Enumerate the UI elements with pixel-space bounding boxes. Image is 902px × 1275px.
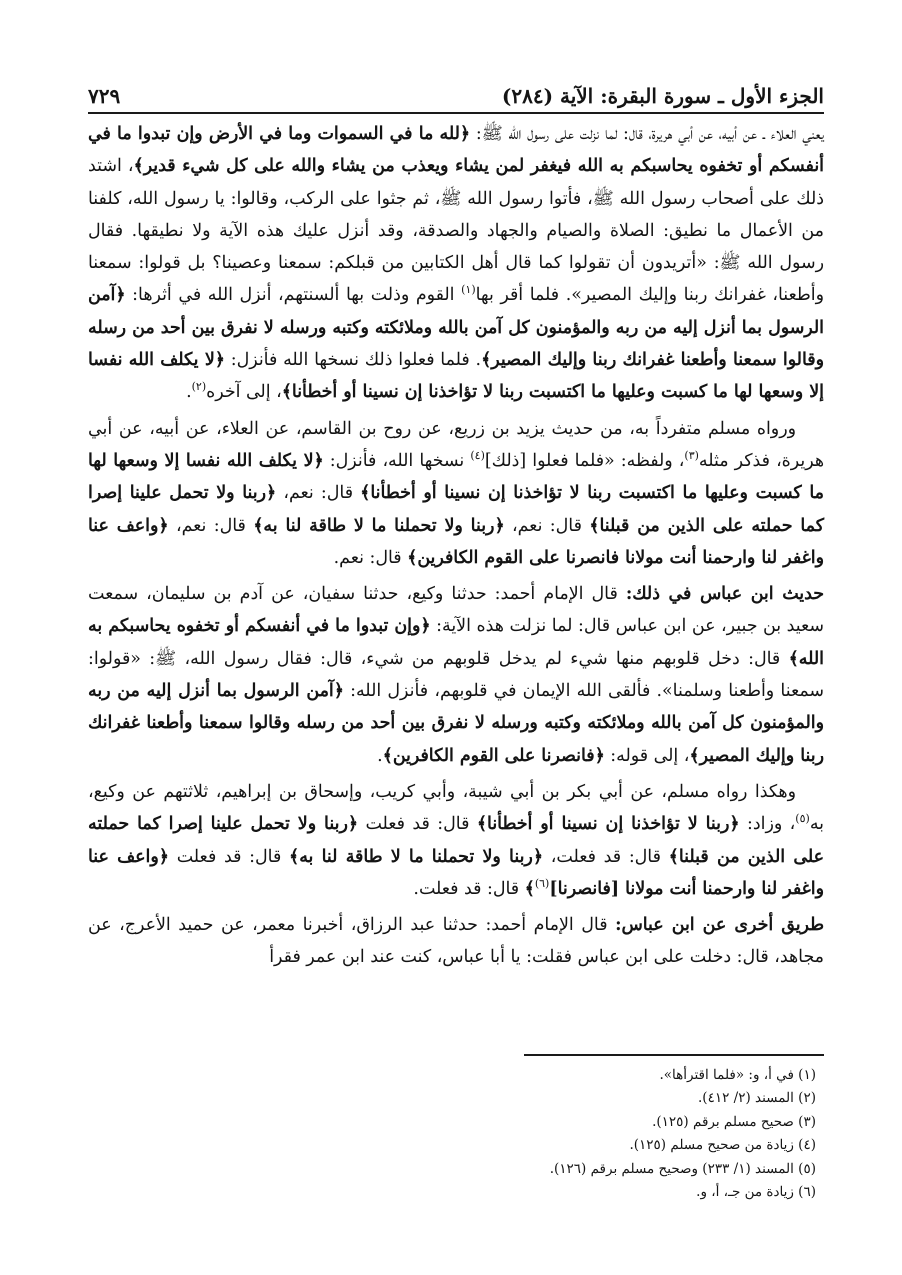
text-run: ، ولفظه: «فلما فعلوا [ذلك] (484, 450, 685, 471)
quran-verse: ﴿آمن الرسول بما أنزل إليه من ربه والمؤمنون كل آمن بالله وملائكته وكتبه ورسله لا نفرق بين أحد من رسله وقالوا سمعنا وأطعنا غفرانك ربنا وإليك المصير﴾ (88, 681, 824, 766)
text-run: . فلما فعلوا ذلك نسخها الله فأنزل: (224, 350, 482, 371)
footnote-4: (٤) زيادة من صحيح مسلم (١٢٥). (629, 1137, 816, 1154)
text-run: يعني العلاء ـ عن أبيه، عن أبي هريرة، قال: لما نزلت على رسول الله ﷺ: (470, 124, 824, 144)
section-heading: طريق أخرى عن ابن عباس: (615, 915, 824, 936)
text-run: قال: نعم، (168, 515, 254, 536)
paragraph-2 (88, 413, 824, 574)
text-run: قال: قد فعلت (168, 846, 289, 867)
quran-verse-close: ﴾ (524, 878, 535, 899)
text-run: قال: قد فعلت (358, 814, 477, 835)
footnote-marker: (٣) (684, 449, 699, 463)
quran-verse: ﴿ربنا ولا تحملنا ما لا طاقة لنا به﴾ (253, 515, 505, 536)
quran-verse: ﴿آمن الرسول بما أنزل إليه من ربه والمؤمنون كل آمن بالله وملائكته وكتبه ورسله لا نفرق بين أحد من رسله وقالوا سمعنا وأطعنا غفرانك ربنا وإليك المصير﴾ (88, 285, 824, 371)
quran-verse: ﴿لا يكلف الله نفسا إلا وسعها لها ما كسبت وعليها ما اكتسبت ربنا لا تؤاخذنا إن نسينا أو أخطأنا﴾ (88, 450, 824, 504)
quran-verse: ﴿ربنا ولا تحملنا ما لا طاقة لنا به﴾ (289, 846, 544, 867)
text-run: ورواه مسلم متفرداً به، من حديث يزيد بن زريع، عن روح بن القاسم، عن العلاء، عن أبيه، عن أبي هريرة، فذكر مثله (88, 418, 824, 471)
footnote-3: (٣) صحيح مسلم برقم (١٢٥). (652, 1113, 816, 1130)
text-run: قال: نعم. (333, 547, 408, 568)
text-run: قال: نعم، (504, 515, 590, 536)
footnotes (316, 1064, 816, 1204)
footnote-marker: (٤) (470, 449, 485, 463)
text-run: قال الإمام أحمد: حدثنا عبد الرزاق، أخبرنا معمر، عن حميد الأعرج، عن مجاهد، قال: دخلت على ابن عباس فقلت: يا أبا عباس، كنت عند ابن عمر فقرأ (88, 915, 824, 968)
quran-verse: ﴿ربنا ولا تحمل علينا إصرا كما حملته على الذين من قبلنا﴾ (88, 483, 825, 536)
section-heading: حديث ابن عباس في ذلك: (625, 584, 824, 605)
text-run: قال الإمام أحمد: حدثنا وكيع، حدثنا سفيان، عن آدم بن سليمان، سمعت سعيد بن جبير، عن ابن عباس قال: لما نزلت هذه الآية: (88, 584, 824, 637)
page-header (88, 74, 824, 114)
quran-verse: ﴿ربنا ولا تحمل علينا إصرا كما حملته على الذين من قبلنا﴾ (88, 814, 825, 867)
quran-verse: ﴿ربنا لا تؤاخذنا إن نسينا أو أخطأنا﴾ (476, 814, 740, 835)
text-run: ، وزاد: (739, 814, 796, 835)
quran-verse: ﴿وإن تبدوا ما في أنفسكم أو تخفوه يحاسبكم به الله﴾ (88, 616, 824, 669)
text-run: قال: دخل قلوبهم منها شيء لم يدخل قلوبهم من شيء، قال: فقال رسول الله، ﷺ: «قولوا: سمعنا وأطعنا وسلمنا». فألقى الله الإيمان في قلوبهم، فأنزل الله: (88, 648, 824, 702)
footnote-1: (١) في أ، و: «فلما اقترأها». (659, 1067, 816, 1083)
running-title: الجزء الأول ـ سورة البقرة: الآية (٢٨٤) (501, 84, 824, 108)
quran-verse: ﴿لا يكلف الله نفسا إلا وسعها لها ما كسبت وعليها ما اكتسبت ربنا لا تؤاخذنا إن نسينا أو أخطأنا﴾ (88, 350, 824, 403)
text-run: قال: قد فعلت. (413, 878, 525, 899)
text-run: قال: نعم، (276, 483, 361, 504)
footnote-marker: (٥) (795, 812, 810, 826)
footnote-marker: (١) (461, 283, 476, 297)
quran-verse: ﴿فانصرنا على القوم الكافرين﴾ (382, 745, 605, 766)
quran-verse: ﴿واعف عنا واغفر لنا وارحمنا أنت مولانا فانصرنا على القوم الكافرين﴾ (88, 515, 824, 568)
page-number: ٧٢٩ (88, 84, 121, 108)
footnote-5: (٥) المسند (١/ ٢٣٣) وصحيح مسلم برقم (١٢٦). (549, 1160, 816, 1177)
footnote-divider (524, 1054, 824, 1056)
footnote-2: (٢) المسند (٢/ ٤١٢). (698, 1090, 816, 1107)
paragraph-4 (88, 776, 824, 905)
text-run: ، إلى آخره (206, 382, 282, 403)
paragraph-1 (88, 118, 824, 409)
footnote-6: (٦) زيادة من جـ، أ، و. (696, 1184, 816, 1201)
text-run: . (186, 382, 192, 403)
footnote-marker: (٢) (191, 380, 207, 394)
footnote-marker: (٦) (534, 877, 550, 891)
paragraph-5 (88, 909, 824, 974)
text-run: نسخها الله، فأنزل: (323, 450, 471, 471)
text-run: قال: قد فعلت، (543, 846, 669, 867)
quran-verse: ﴿واعف عنا واغفر لنا وارحمنا أنت مولانا [فانصرنا] (88, 846, 824, 899)
text-run: ، اشتد ذلك على أصحاب رسول الله ﷺ، فأتوا رسول الله ﷺ، ثم جثوا على الركب، وقالوا: يا رسول الله، كلفنا من الأعمال ما نطيق: الصلاة والصيام والجهاد والصدقة، وقد أنزل عليك هذه الآية ولا نطيقها. فقال رسول الله ﷺ: «أتريدون أن تقولوا كما قال أهل الكتابين من قبلكم: سمعنا وعصينا؟ بل قولوا: سمعنا وأطعنا، غفرانك ربنا وإليك المصير». فلما أقر بها (88, 156, 824, 306)
main-text (88, 118, 824, 978)
text-run: القوم وذلت بها ألسنتهم، أنزل الله في أثرها: (125, 285, 462, 306)
text-run: وهكذا رواه مسلم، عن أبي بكر بن أبي شيبة، وأبي كريب، وإسحاق بن إبراهيم، ثلاثتهم عن وكيع، به (88, 781, 824, 835)
text-run: . (377, 745, 383, 766)
paragraph-3 (88, 578, 824, 772)
quran-verse: ﴿لله ما في السموات وما في الأرض وإن تبدوا ما في أنفسكم أو تخفوه يحاسبكم به الله فيغفر لمن يشاء ويعذب من يشاء والله على كل شيء قدير﴾ (88, 124, 824, 177)
text-run: ، إلى قوله: (604, 745, 690, 766)
